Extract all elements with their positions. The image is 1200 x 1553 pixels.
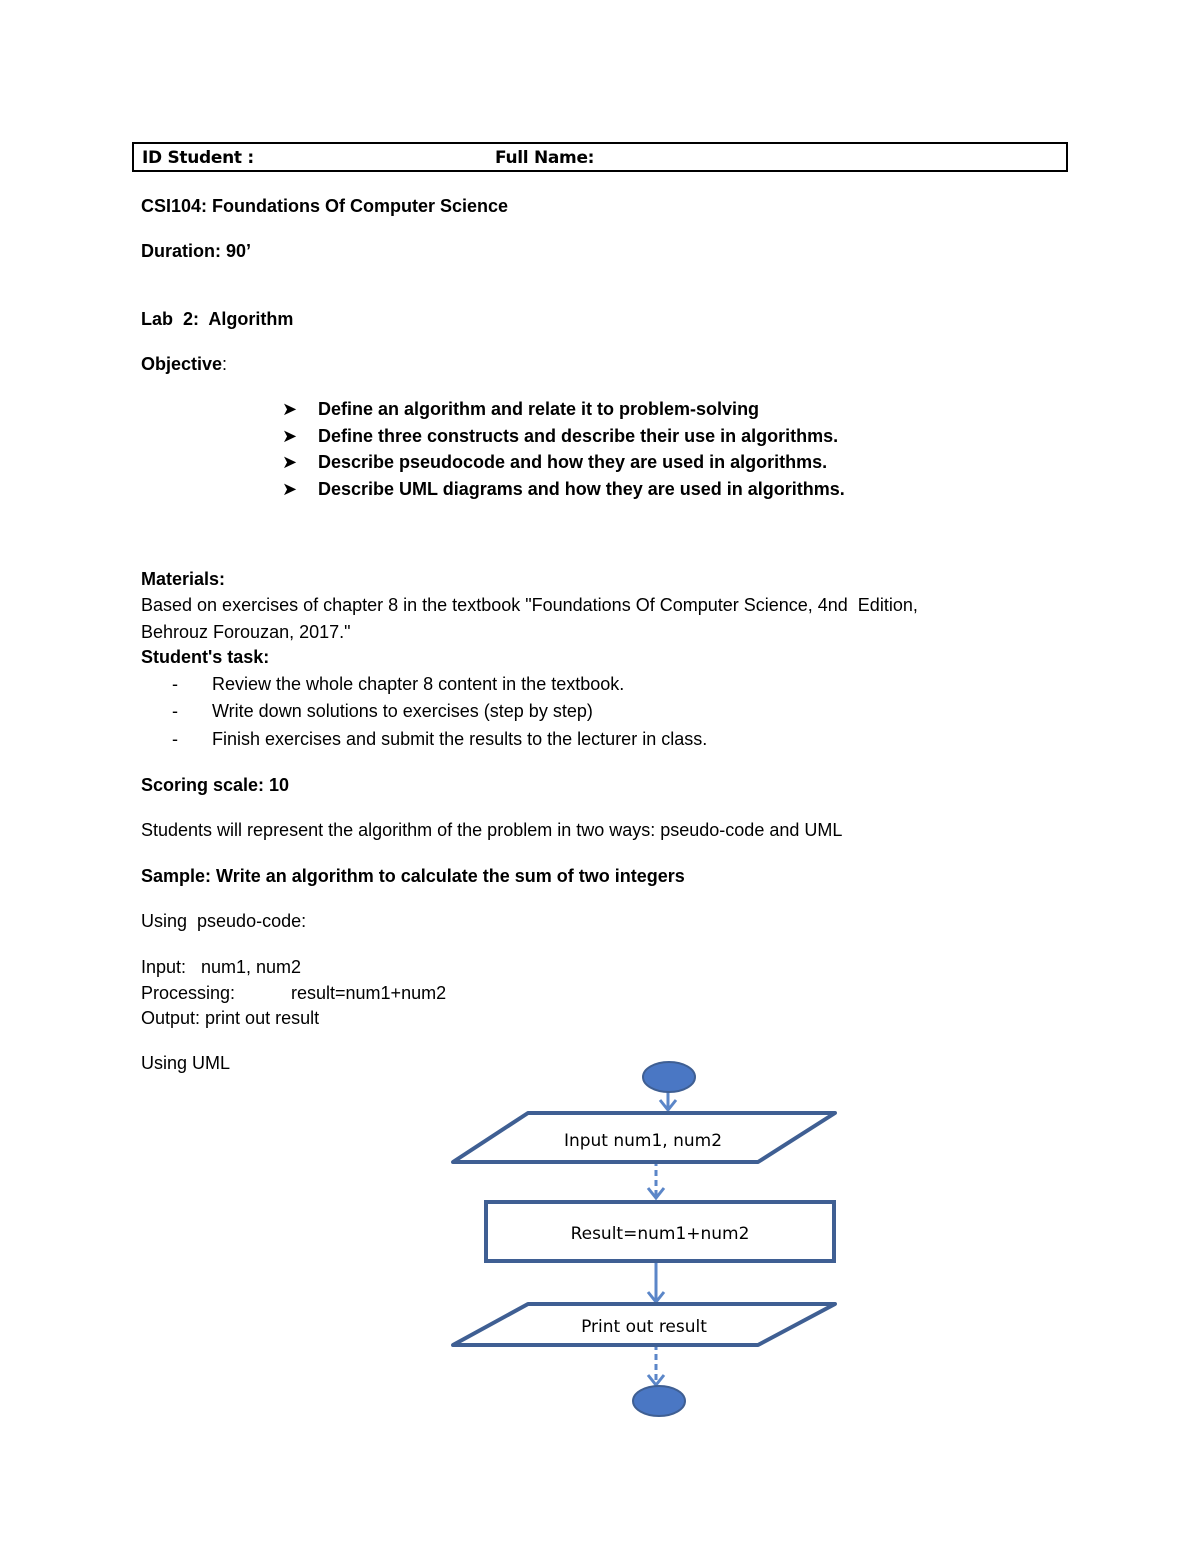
task-item: - Finish exercises and submit the results to the lecturer in class. (172, 729, 708, 749)
objective-label: Objective (141, 354, 223, 374)
pseudo-input-value: num1, num2 (201, 957, 302, 977)
pseudo-processing-label: Processing: (141, 983, 236, 1003)
course-title: CSI104: Foundations Of Computer Science (141, 196, 509, 216)
flow-arrow (660, 1092, 676, 1110)
flow-arrow (648, 1344, 664, 1385)
duration: Duration: 90’ (141, 241, 252, 261)
objective-item: ➤ Define three constructs and describe their use in algorithms. (282, 426, 839, 446)
materials-label: Materials: (141, 569, 226, 589)
arrow-bullet-icon: ➤ (282, 399, 298, 419)
objective-colon: : (222, 354, 228, 374)
task-item: - Write down solutions to exercises (step by step) (172, 701, 593, 721)
arrow-bullet-icon: ➤ (282, 426, 298, 446)
sample-title: Sample: Write an algorithm to calculate the sum of two integers (141, 866, 685, 886)
pseudo-output-line: Output: print out result (141, 1008, 320, 1028)
full-name-label: Full Name: (495, 148, 595, 168)
lab-title: Lab 2: Algorithm (141, 309, 294, 329)
materials-line-1: Based on exercises of chapter 8 in the textbook "Foundations Of Computer Science, 4nd Edition, (141, 595, 918, 615)
objective-item: ➤ Describe UML diagrams and how they are used in algorithms. (282, 479, 845, 499)
process-box-text: Result=num1+num2 (570, 1224, 750, 1244)
end-node (633, 1386, 685, 1416)
flow-arrow (648, 1263, 664, 1302)
students-task-label: Student's task: (141, 647, 270, 667)
pseudo-input-label: Input: (141, 957, 187, 977)
objective-item: ➤ Define an algorithm and relate it to problem-solving (282, 399, 760, 419)
id-student-label: ID Student : (142, 148, 254, 168)
start-node (643, 1062, 695, 1092)
input-box-text: Input num1, num2 (563, 1131, 723, 1151)
scoring-scale: Scoring scale: 10 (141, 775, 290, 795)
pseudo-code-label: Using pseudo-code: (141, 911, 307, 931)
objective-item: ➤ Describe pseudocode and how they are used in algorithms. (282, 452, 828, 472)
represent-text: Students will represent the algorithm of the problem in two ways: pseudo-code and UML (141, 820, 843, 840)
arrow-bullet-icon: ➤ (282, 479, 298, 499)
materials-line-2: Behrouz Forouzan, 2017." (141, 622, 351, 642)
uml-label: Using UML (141, 1053, 231, 1073)
task-item: - Review the whole chapter 8 content in the textbook. (172, 674, 625, 694)
pseudo-processing-value: result=num1+num2 (291, 983, 447, 1003)
arrow-bullet-icon: ➤ (282, 452, 298, 472)
output-box-text: Print out result (581, 1317, 707, 1337)
